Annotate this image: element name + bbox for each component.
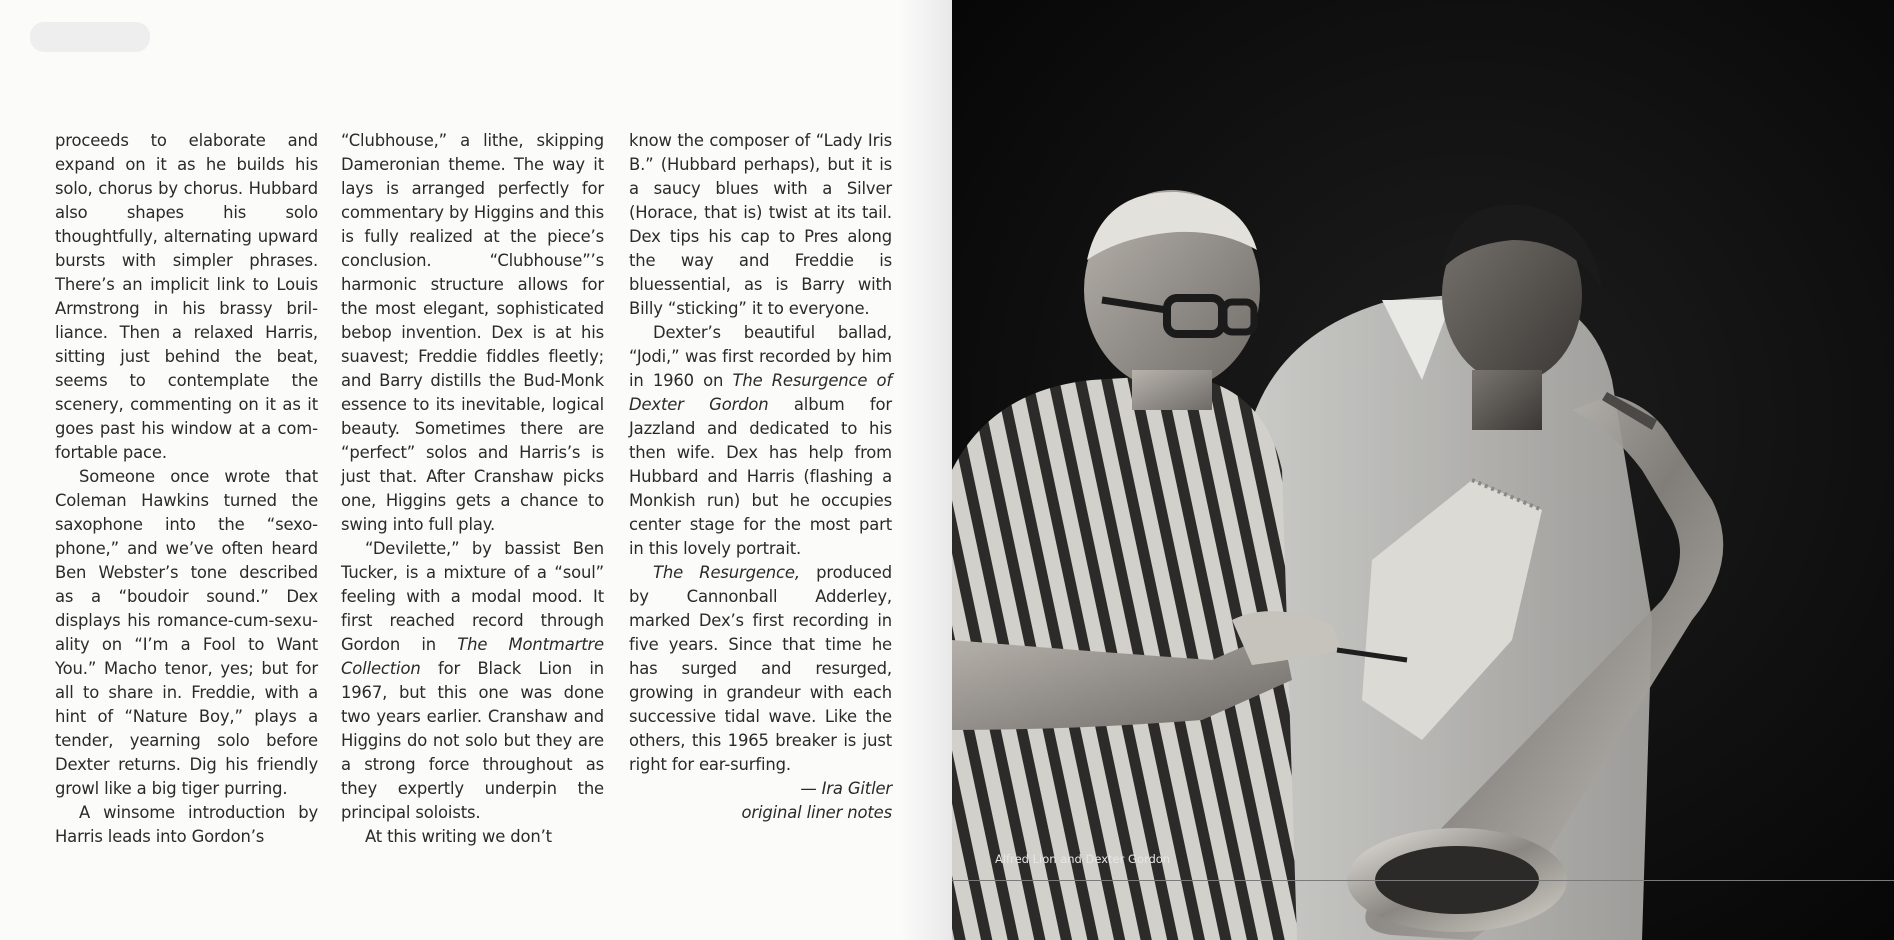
page-gutter (900, 0, 952, 940)
text-column-3 (629, 129, 892, 825)
signature-note: original liner notes (741, 803, 892, 822)
paragraph-text: produced by Cannonball Adderley, marked Dex’s first recording in five years. Since that time he has surged and resurged, growing in grandeur with each successive tidal wave. Like the others, this 1965 breaker is just right for ear-surfing. (629, 563, 892, 774)
bleed-through-logo (30, 22, 150, 52)
photo-illustration (952, 0, 1894, 940)
text-column-2 (341, 129, 604, 849)
album-title: The Resurgence, (653, 563, 800, 582)
paragraph (341, 537, 604, 825)
paragraph: “Clubhouse,” a lithe, skipping Dameronian theme. The way it lays is arranged perfectly for commentary by Higgins and this is fully realized at the piece’s conclusion. “Clubhouse”’s harmonic structure allows for the most elegant, sophisticated bebop invention. Dex is at his suavest; Freddie fiddles fleetly; and Barry distills the Bud-Monk essence to its inevitable, logical beauty. Sometimes there are “perfect” solos and Harris’s is just that. After Cranshaw picks one, Higgins gets a chance to swing into full play. (341, 131, 604, 534)
paragraph-text: for Black Lion in 1967, but this one was done two years earlier. Cranshaw and Higgins do not solo but they are a strong force throughout as they expertly underpin the principal soloists. (341, 659, 604, 822)
photo-caption: Alfred Lion and Dexter Gordon (995, 852, 1171, 866)
paragraph: proceeds to elaborate and expand on it as he builds his solo, chorus by chorus. Hubbard also shapes his solo thoughtfully, alternating upward bursts with simpler phrases. There’s an implicit link to Louis Armstrong in his brassy brilliance. Then a relaxed Harris, sitting just behind the beat, seems to contemplate the scenery, commenting on it as it goes past his window at a comfortable pace. (55, 131, 318, 462)
paragraph (629, 561, 892, 777)
text-column-1 (55, 129, 318, 849)
caption-rule (952, 880, 1894, 881)
paragraph: Someone once wrote that Coleman Hawkins turned the saxophone into the “sexophone,” and we’ve often heard Ben Webster’s tone described as a “boudoir sound.” Dex displays his romance-cum-sexuality on “I’m a Fool to Want You.” Macho tenor, yes; but for all to share in. Freddie, with a hint of “Nature Boy,” plays a tender, yearning solo before Dexter returns. Dig his friendly growl like a big tiger purring. (55, 467, 318, 798)
paragraph-text: album for Jazzland and dedicated to his then wife. Dex has help from Hubbard and Harris (flashing a Monkish run) but he occupies center stage for the most part in this lovely portrait. (629, 395, 892, 558)
author-signature: — Ira Gitler (800, 779, 892, 798)
paragraph-text: Dexter’s beautiful ballad, “Jodi,” was first recorded by him in 1960 on (629, 323, 892, 390)
photograph (952, 0, 1894, 940)
bleed-through-title (230, 55, 750, 113)
paragraph-text: “Devilette,” by bassist Ben Tucker, is a mixture of a “soul” feeling with a modal mood. It first reached record through Gordon in (341, 539, 604, 654)
album-title: The Resurgence of Dexter Gordon (629, 371, 893, 414)
paragraph: At this writing we don’t (365, 827, 552, 846)
paragraph: know the composer of “Lady Iris B.” (Hubbard perhaps), but it is a saucy blues with a Silver (Horace, that is) twist at its tail. Dex tips his cap to Pres along the way and Freddie is bluessential, as is Barry with Billy “sticking” it to everyone. (629, 131, 892, 318)
album-title: The Montmartre Collection (341, 635, 604, 678)
paragraph (629, 321, 892, 561)
paragraph: A winsome introduction by Harris leads into Gordon’s (55, 803, 318, 846)
